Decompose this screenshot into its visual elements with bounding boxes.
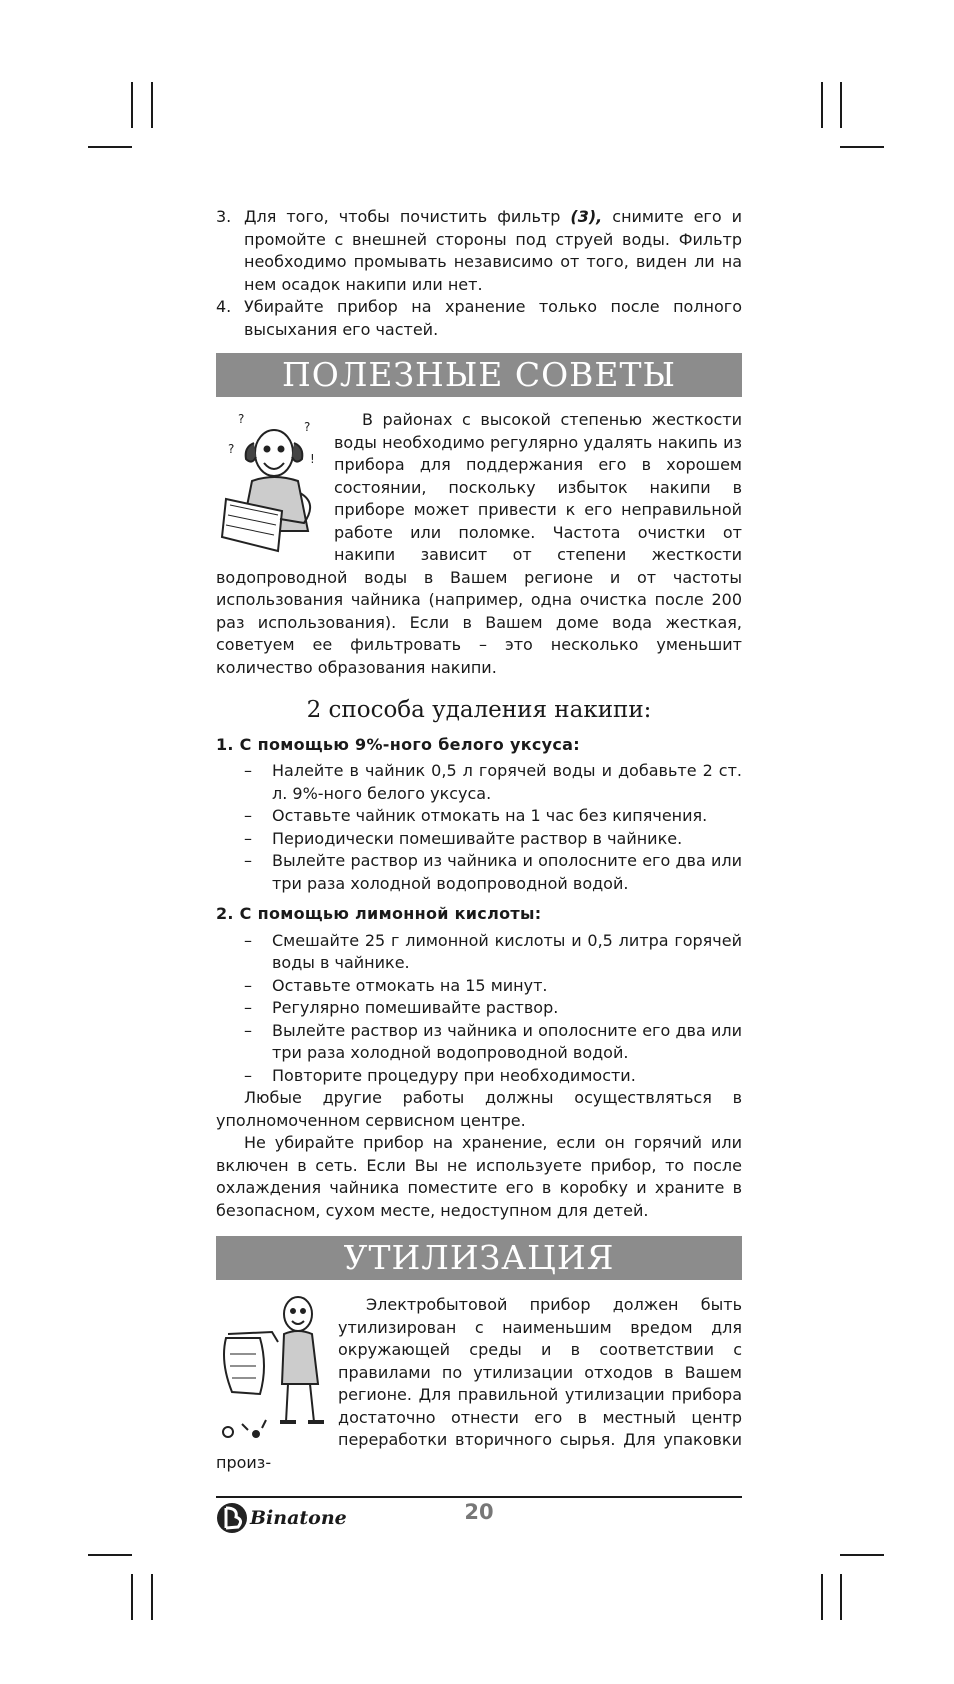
section-title-tips: ПОЛЕЗНЫЕ СОВЕТЫ bbox=[216, 353, 742, 397]
svg-text:?: ? bbox=[228, 442, 235, 456]
instruction-item-4 bbox=[216, 296, 742, 341]
tips-paragraph: В районах с высокой степенью жесткости воды необходимо регулярно удалять накипь из прибора для поддержания его в хорошем состоянии, поскольку избыток накипи в приборе может привести к его неправильной работе или поломке. Частота очистки от накипи зависит от степени жесткости водопроводной воды в Вашем регионе и от частоты использования чайника (например, одна очистка после 200 раз использования). Если в Вашем доме вода жесткая, советуем ее фильтровать – это несколько уменьшит количество образования накипи. bbox=[216, 410, 742, 677]
section-title-disposal: УТИЛИЗАЦИЯ bbox=[216, 1236, 742, 1280]
item-text: Для того, чтобы почистить фильтр (3), снимите его и промойте с внешней стороны под струей воды. Фильтр необходимо промывать независимо от того, виден ли на нем осадок накипи или нет. bbox=[244, 207, 743, 294]
man-recycling-illustration bbox=[216, 1294, 332, 1444]
item-text: Убирайте прибор на хранение только после полного высыхания его частей. bbox=[244, 297, 742, 339]
svg-text:?: ? bbox=[304, 420, 311, 434]
crop-mark bbox=[131, 82, 133, 128]
crop-mark bbox=[840, 82, 842, 128]
part-reference: (3), bbox=[570, 207, 603, 226]
item-number: 3. bbox=[216, 207, 232, 226]
svg-text:!: ! bbox=[310, 452, 315, 466]
crop-mark bbox=[151, 82, 153, 128]
crop-mark bbox=[131, 1574, 133, 1620]
item-number: 4. bbox=[216, 297, 232, 316]
disposal-paragraph: Электробытовой прибор должен быть утилизирован с наименьшим вредом для окружающей среды и в соответствии с правилами по утилизации отходов в Вашем регионе. Для правильной утилизации прибора достаточно отнести его в местный центр переработки вторичного сырья. Для упаковки произ- bbox=[216, 1295, 742, 1472]
page-number: 20 bbox=[464, 1500, 494, 1524]
crop-mark bbox=[151, 1574, 153, 1620]
crop-mark bbox=[88, 1554, 132, 1556]
descaling-heading: 2 способа удаления накипи: bbox=[306, 697, 652, 723]
list-item: – Оставьте чайник отмокать на 1 час без кипячения. bbox=[244, 806, 708, 825]
list-item: – Периодически помешивайте раствор в чайнике. bbox=[244, 828, 683, 848]
list-item: – Смешайте 25 г лимонной кислоты и 0,5 литра горячей воды в чайнике. bbox=[244, 930, 742, 972]
list-item: – Оставьте отмокать на 15 минут. bbox=[244, 975, 548, 995]
page-content bbox=[216, 206, 742, 1474]
crop-mark bbox=[840, 1554, 884, 1556]
crop-mark bbox=[88, 146, 132, 148]
method-2-title: 2. С помощью лимонной кислоты: bbox=[216, 904, 542, 923]
list-item: – Повторите процедуру при необходимости. bbox=[244, 1065, 636, 1085]
man-reading-illustration bbox=[216, 409, 328, 559]
list-item: – Налейте в чайник 0,5 л горячей воды и добавьте 2 ст. л. 9%-ного белого уксуса. bbox=[244, 761, 742, 803]
crop-mark bbox=[821, 82, 823, 128]
storage-note: Не убирайте прибор на хранение, если он горячий или включен в сеть. Если Вы не используете прибор, то после охлаждения чайника поместите его в коробку и храните в безопасном, сухом месте, недоступном для детей. bbox=[216, 1133, 742, 1220]
instruction-item-3 bbox=[216, 206, 742, 296]
service-note: Любые другие работы должны осуществляться в уполномоченном сервисном центре. bbox=[216, 1088, 742, 1130]
crop-mark bbox=[821, 1574, 823, 1620]
disposal-section bbox=[216, 1294, 742, 1474]
crop-mark bbox=[840, 146, 884, 148]
tips-section bbox=[216, 409, 742, 679]
page-footer bbox=[216, 1496, 742, 1538]
list-item: – Регулярно помешивайте раствор. bbox=[244, 998, 559, 1017]
crop-mark bbox=[840, 1574, 842, 1620]
svg-text:?: ? bbox=[238, 412, 245, 426]
method-1-title: 1. С помощью 9%-ного белого уксуса: bbox=[216, 734, 580, 754]
list-item: – Вылейте раствор из чайника и ополосните его два или три раза холодной водопроводной водой. bbox=[244, 1020, 742, 1062]
list-item: – Вылейте раствор из чайника и ополосните его два или три раза холодной водопроводной водой. bbox=[244, 851, 742, 893]
brand-name: Binatone bbox=[250, 1507, 347, 1529]
